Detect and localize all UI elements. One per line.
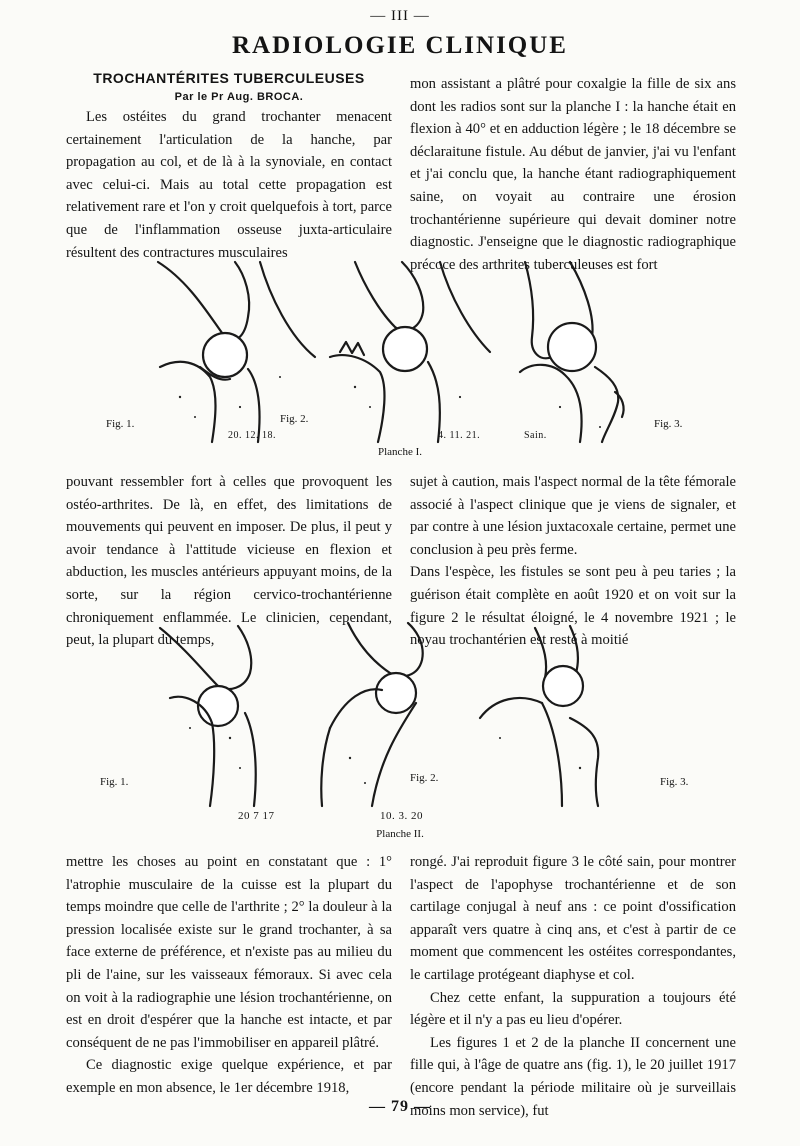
plate-2-fig-1-label: Fig. 1. [100, 776, 129, 788]
article-title: TROCHANTÉRITES TUBERCULEUSES [93, 70, 365, 86]
plate-1-date-1: 20. 12. 18. [228, 430, 276, 441]
paragraph: pouvant ressembler fort à celles que provoquent les ostéo-arthrites. De là, en effet, des limitations de mouvements qui peuvent en imposer. De plus, il peut y avoir tendance à l'attitude vicieuse en flexion et abduction, les muscles antérieurs appuyant moins, de la sorte, sur la région cervico-trochantérienne chroniquement enflammée. Le clinicien, cependant, peut, la plupart du temps, [66, 474, 392, 649]
plate-1-svg [140, 257, 660, 447]
plate-2-date-1: 20 7 17 [238, 810, 275, 822]
plate-2-fig-2-label: Fig. 2. [410, 772, 439, 784]
plate-1-date-3: Sain. [524, 430, 547, 441]
paragraph: sujet à caution, mais l'aspect normal de la tête fémorale associé à l'aspect clinique que je viens de signaler, et par contre à une lésion juxtacoxale certaine, permet une conclusion à peu près ferme. [410, 474, 736, 558]
plate-1-date-2: 4. 11. 21. [438, 430, 481, 441]
paragraph: mon assistant a plâtré pour coxalgie la fille de six ans dont les radios sont sur la planche I : la hanche était en flexion à 40° et en adduction légère ; le 18 décembre se déclaraitune fistule. Au début de janvier, j'ai vu l'enfant et j'ai conclu que, la hanche étant radiographiquement saine, on voyait au contraire une érosion trochantérienne supérieure qui devait dominer notre diagnostic. J'enseigne que le diagnostic radiographique précoce des arthrites tuberculeuses est fort [410, 76, 736, 273]
paragraph: Les ostéites du grand trochanter menacent certainement l'articulation de la hanche, par propagation au col, et de là à la synoviale, en contact avec celui-ci. Mais au total cette propagation est relativement rare et l'on y croit quelquefois à tort, parce que de l'inflammation osseuse juxta-articulaire résultent des contractures musculaires [66, 109, 392, 261]
plate-1-fig-3-label: Fig. 3. [654, 418, 683, 430]
paragraph: mettre les choses au point en constatant que : 1° l'atrophie musculaire de la cuisse est la plupart du temps moindre que celle de l'arthrite ; 2° la douleur à la pression localisée existe sur le grand trochanter, à sa face externe de préférence, et n'existe pas au milieu du pli de l'aine, sur les vaisseaux fémoraux. Si avec cela on voit à la radiographie une lésion trochantérienne, on est en droit d'espérer que la hanche est intacte, et par conséquent de ne pas l'immobiliser en appareil plâtré. [66, 854, 392, 1051]
page-number: — 79 — [369, 1098, 431, 1115]
paragraph: Dans l'espèce, les fistules se sont peu à peu taries ; la guérison était complète en août 1920 et on voit sur la figure 2 le résultat éloigné, le 4 novembre 1921 ; le noyau trochantérien est resté à moitié [410, 564, 736, 649]
plate-2-svg [150, 618, 650, 808]
paragraph: Les figures 1 et 2 de la planche II concernent une fille qui, à l'âge de quatre ans (fig. 1), le 20 juillet 1917 (encore pendant la période militaire où je surveillais moins mon service), fut [410, 1034, 736, 1119]
paragraph: Ce diagnostic exige quelque expérience, et par exemple en mon absence, le 1er décembre 1918, [66, 1057, 392, 1096]
plate-2-radiographs [150, 618, 650, 808]
plate-1-fig-1-label: Fig. 1. [106, 418, 135, 430]
plate-2-fig-1-hip-xray [160, 626, 256, 806]
plate-1-caption: Planche I. [378, 446, 422, 458]
plate-2-fig-3-label: Fig. 3. [660, 776, 689, 788]
journal-title: RADIOLOGIE CLINIQUE [232, 32, 568, 59]
plate-2-fig-3-hip-xray [480, 626, 598, 806]
plate-1-radiographs [140, 257, 660, 447]
paragraph: rongé. J'ai reproduit figure 3 le côté sain, pour montrer l'aspect de l'apophyse trochantérienne et de son cartilage conjugal à neuf ans : ce point d'ossification apparaît vers quatre à cinq ans, et c'est à partir de ce moment que commencent les ostéites correspondantes, le cartilage protégeant diaphyse et col. [410, 854, 736, 983]
right-column-3 [410, 851, 736, 1122]
left-column-1 [66, 68, 392, 264]
right-column-1 [410, 73, 736, 276]
roman-page-number: — III — [370, 8, 430, 24]
paragraph: Chez cette enfant, la suppuration a toujours été légère et il n'y a pas eu lieu d'opérer. [410, 989, 736, 1029]
plate-1-fig-2-hip-xray [330, 262, 490, 442]
left-column-3 [66, 851, 392, 1100]
plate-2-caption: Planche II. [376, 828, 424, 840]
plate-2-date-2: 10. 3. 20 [380, 810, 423, 822]
plate-1-fig-2-label: Fig. 2. [280, 413, 309, 425]
plate-2-fig-2-hip-xray [321, 623, 422, 806]
plate-1-fig-3-hip-xray [520, 262, 624, 442]
article-author: Par le Pr Aug. BROCA. [174, 91, 304, 103]
